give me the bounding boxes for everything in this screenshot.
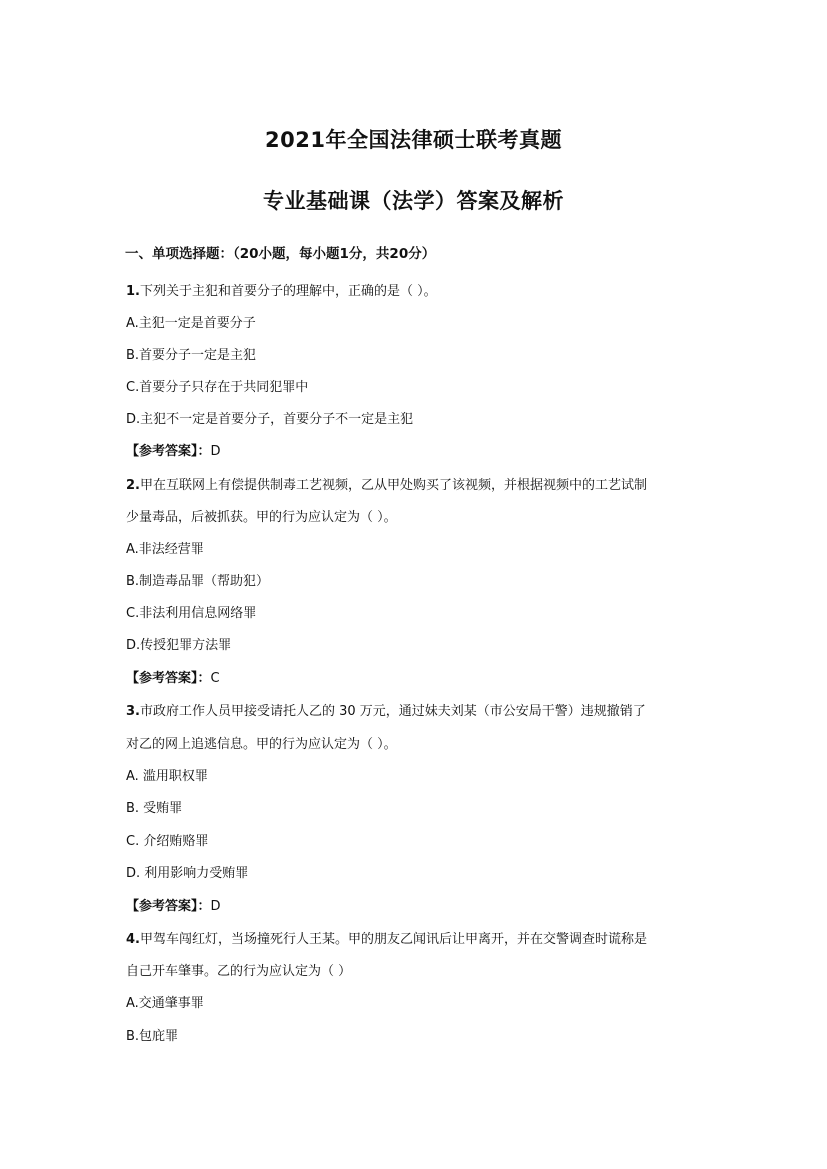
answer-value: D [210, 899, 221, 914]
question-3-answer [126, 897, 221, 917]
question-3-option-c: C. 介绍贿赂罪 [126, 834, 209, 849]
question-2-option-d: D.传授犯罪方法罪 [126, 638, 232, 653]
question-3-option-a: A. 滥用职权罪 [126, 769, 208, 784]
question-2-option-a: A.非法经营罪 [126, 542, 204, 557]
document-subtitle: 专业基础课（法学）答案及解析 [263, 189, 564, 213]
question-1-option-c: C.首要分子只存在于共同犯罪中 [126, 380, 309, 395]
question-number: 4. [126, 932, 140, 947]
question-2-stem-line-2: 少量毒品，后被抓获。甲的行为应认定为（ ）。 [126, 510, 397, 525]
question-stem-text: 甲在互联网上有偿提供制毒工艺视频，乙从甲处购买了该视频，并根据视频中的工艺试制 [139, 478, 647, 493]
question-2-option-c: C.非法利用信息网络罪 [126, 606, 257, 621]
question-3-stem-line-2: 对乙的网上追逃信息。甲的行为应认定为（ ）。 [126, 737, 397, 752]
question-1-answer [126, 442, 221, 462]
question-1-option-b: B.首要分子一定是主犯 [126, 348, 257, 363]
question-2-option-b: B.制造毒品罪（帮助犯） [126, 574, 270, 589]
question-number: 1. [126, 284, 140, 299]
question-2-answer [126, 669, 220, 689]
question-number: 2. [126, 478, 140, 493]
question-stem-text: 甲驾车闯红灯，当场撞死行人王某。甲的朋友乙闻讯后让甲离开，并在交警调查时谎称是 [139, 932, 647, 947]
question-number: 3. [126, 704, 140, 719]
answer-label: 【参考答案】： [126, 899, 211, 914]
question-2-stem-line-1 [126, 476, 647, 496]
document-title: 2021年全国法律硕士联考真题 [265, 128, 562, 152]
question-stem-text: 下列关于主犯和首要分子的理解中，正确的是（ ）。 [139, 284, 437, 299]
question-4-option-a: A.交通肇事罪 [126, 996, 204, 1011]
answer-value: D [210, 444, 221, 459]
answer-value: C [210, 671, 220, 686]
question-4-option-b: B.包庇罪 [126, 1029, 179, 1044]
question-4-stem-line-2: 自己开车肇事。乙的行为应认定为（ ） [126, 964, 352, 979]
question-1-option-d: D.主犯不一定是首要分子，首要分子不一定是主犯 [126, 412, 414, 427]
question-1-option-a: A.主犯一定是首要分子 [126, 316, 256, 331]
answer-label: 【参考答案】： [126, 444, 211, 459]
question-3-option-d: D. 利用影响力受贿罪 [126, 866, 249, 881]
question-stem-text: 市政府工作人员甲接受请托人乙的 30 万元，通过妹夫刘某（市公安局干警）违规撤销了 [139, 704, 646, 719]
question-3-stem-line-1 [126, 702, 646, 722]
question-3-option-b: B. 受贿罪 [126, 801, 183, 816]
answer-label: 【参考答案】： [126, 671, 211, 686]
question-1-stem [126, 282, 437, 302]
section-header: 一、单项选择题：（20小题，每小题1分，共20分） [125, 246, 436, 262]
question-4-stem-line-1 [126, 930, 647, 950]
